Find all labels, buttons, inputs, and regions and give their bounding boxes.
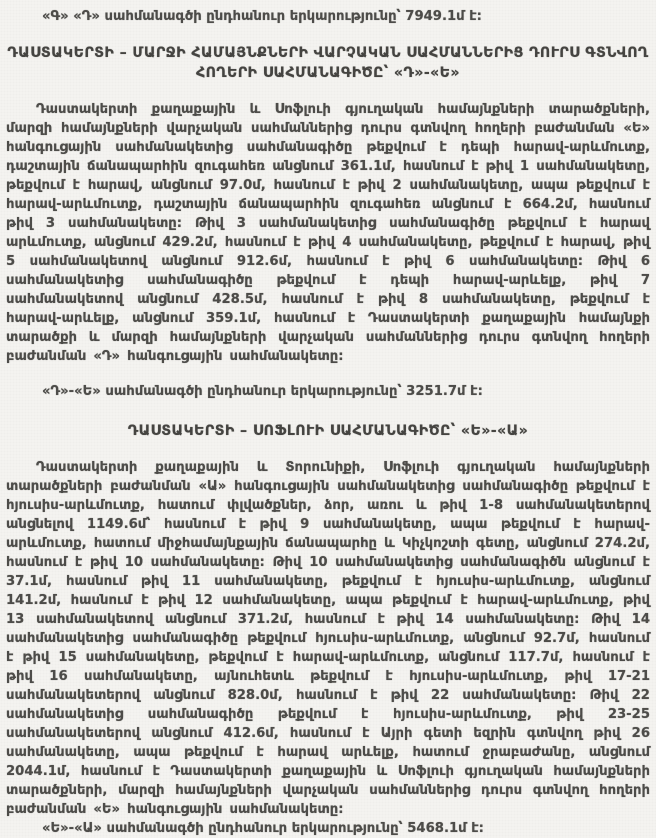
- section-2-heading: ԴԱՍՏԱԿԵՐՏԻ – ՍՈՖԼՈՒԻ ՍԱՀՄԱՆԱԳԻԾԸ՝ «Ե»-«Ա»: [127, 423, 529, 439]
- section-2-body-paragraph: Դաստակերտի քաղաքային և Տորունիքի, Սոֆլուի գյուղական համայնքների տարածքների բաժանման «Ա» հանգուցային սահմանակետից սահմանագիծը թեքվում է հյուսիս-արևմուտք, հատում փլվածքներ, ձոր, առու և թիվ 1-8 սահմանակետերով անցնելով 1149.6մ՝ հասնում է թիվ 9 սահմանակետը, ապա թեքվում է հարավ-արևմուտք, հատում միջհամայնքային ճանապարհը և Կիչկոշտի գետը, անցնում 274.2մ, հասնում է թիվ 10 սահմանակետը: Թիվ 10 սահմանակետից սահմանագիծն անցնում է 37.1մ, հասնում թիվ 11 սահմանակետը, թեքվում է հյուսիս-արևմուտք, անցնում 141.2մ, հասնում է թիվ 12 սահմանակետը, ապա թեքվում է հարավ-արևմուտք, թիվ 13 սահմանակետով անցնում 371.2մ, հասնում է թիվ 14 սահմանակետը: Թիվ 14 սահմանակետից սահմանագիծը թեքվում հյուսիս-արևմուտք, անցնում 92.7մ, հասնում է թիվ 15 սահմանակետը, թեքվում է հարավ-արևմուտք, անցնում 117.7մ, հասնում է թիվ 16 սահմանակետը, այնուհետև թեքվում է հյուսիս-արևմուտք, թիվ 17-21 սահմանակետերով անցնում 828.0մ, հասնում է թիվ 22 սահմանակետը: Թիվ 22 սահմանակետից սահմանագիծը թեքվում է հյուսիս-արևմուտք, թիվ 23-25 սահմանակետերով անցնում 412.6մ, հասնում է Այրի գետի եզրին գտնվող թիվ 26 սահմանակետը, ապա թեքվում է հարավ արևելք, հատում ջրաբաժանը, անցնում 2044.1մ, հասնում է Դաստակերտի քաղաքային և Սոֆլուի գյուղական համայնքների տարածքների, մարզի համայնքների վարչական սահմաններից դուրս գտնվող հողերի բաժանման «Ե» հանգուցային սահմանակետը:: [6, 460, 650, 817]
- section-1-heading: ԴԱՍՏԱԿԵՐՏԻ – ՄԱՐՋԻ ՀԱՄԱՅՆՔՆԵՐԻ ՎԱՐՉԱԿԱՆ ՍԱՀՄԱՆՆԵՐԻՑ ԴՈՒՐՍ ԳՏՆՎՈՂ ՀՈՂԵՐԻ ՍԱՀՄԱՆԱԳԻԾԸ՝ «Դ»-«Ե»: [7, 45, 649, 81]
- boundary-length-line-g-d: «Գ» «Դ» սահմանագծի ընդհանուր երկարությունը՝ 7949.1մ է:: [42, 9, 482, 24]
- boundary-length-line-e-a: «Ե»-«Ա» սահմանագծի ընդհանուր երկարությունը՝ 5468.1մ է:: [42, 821, 484, 836]
- section-1-body-paragraph: Դաստակերտի քաղաքային և Սոֆլուի գյուղական համայնքների տարածքների, մարզի համայնքների վարչական սահմաններից դուրս գտնվող հողերի բաժանման «Ե» հանգուցային սահմանակետից սահմանագիծը թեքվում է դեպի հարավ-արևմուտք, դաշտային ճանապարհին զուգահեռ անցնում 361.1մ, հասնում է թիվ 1 սահմանակետը, թեքվում է հարավ, անցնում 97.0մ, հասնում է թիվ 2 սահմանակետը, ապա թեքվում է հարավ-արևմուտք, դաշտային ճանապարհին զուգահեռ անցնում է 664.2մ, հասնում թիվ 3 սահմանակետը: Թիվ 3 սահմանակետից սահմանագիծը թեքվում է հարավ արևմուտք, անցնում 429.2մ, հասնում է թիվ 4 սահմանակետը, թեքվում է հարավ, թիվ 5 սահմանակետով անցնում 912.6մ, հասնում է թիվ 6 սահմանակետը: Թիվ 6 սահմանակետից սահմանագիծը թեքվում է դեպի հարավ-արևելք, թիվ 7 սահմանակետով անցնում 428.5մ, հասնում է թիվ 8 սահմանակետը, թեքվում է հարավ-արևելք, անցնում 359.1մ, հասնում է Դաստակերտի քաղաքային համայնքի տարածքի և մարզի համայնքների վարչական սահմաններից դուրս գտնվող հողերի բաժանման «Դ» հանգուցային սահմանակետը:: [6, 102, 650, 364]
- boundary-length-line-d-e: «Դ»-«Ե» սահմանագծի ընդհանուր երկարությունը՝ 3251.7մ է:: [42, 384, 483, 399]
